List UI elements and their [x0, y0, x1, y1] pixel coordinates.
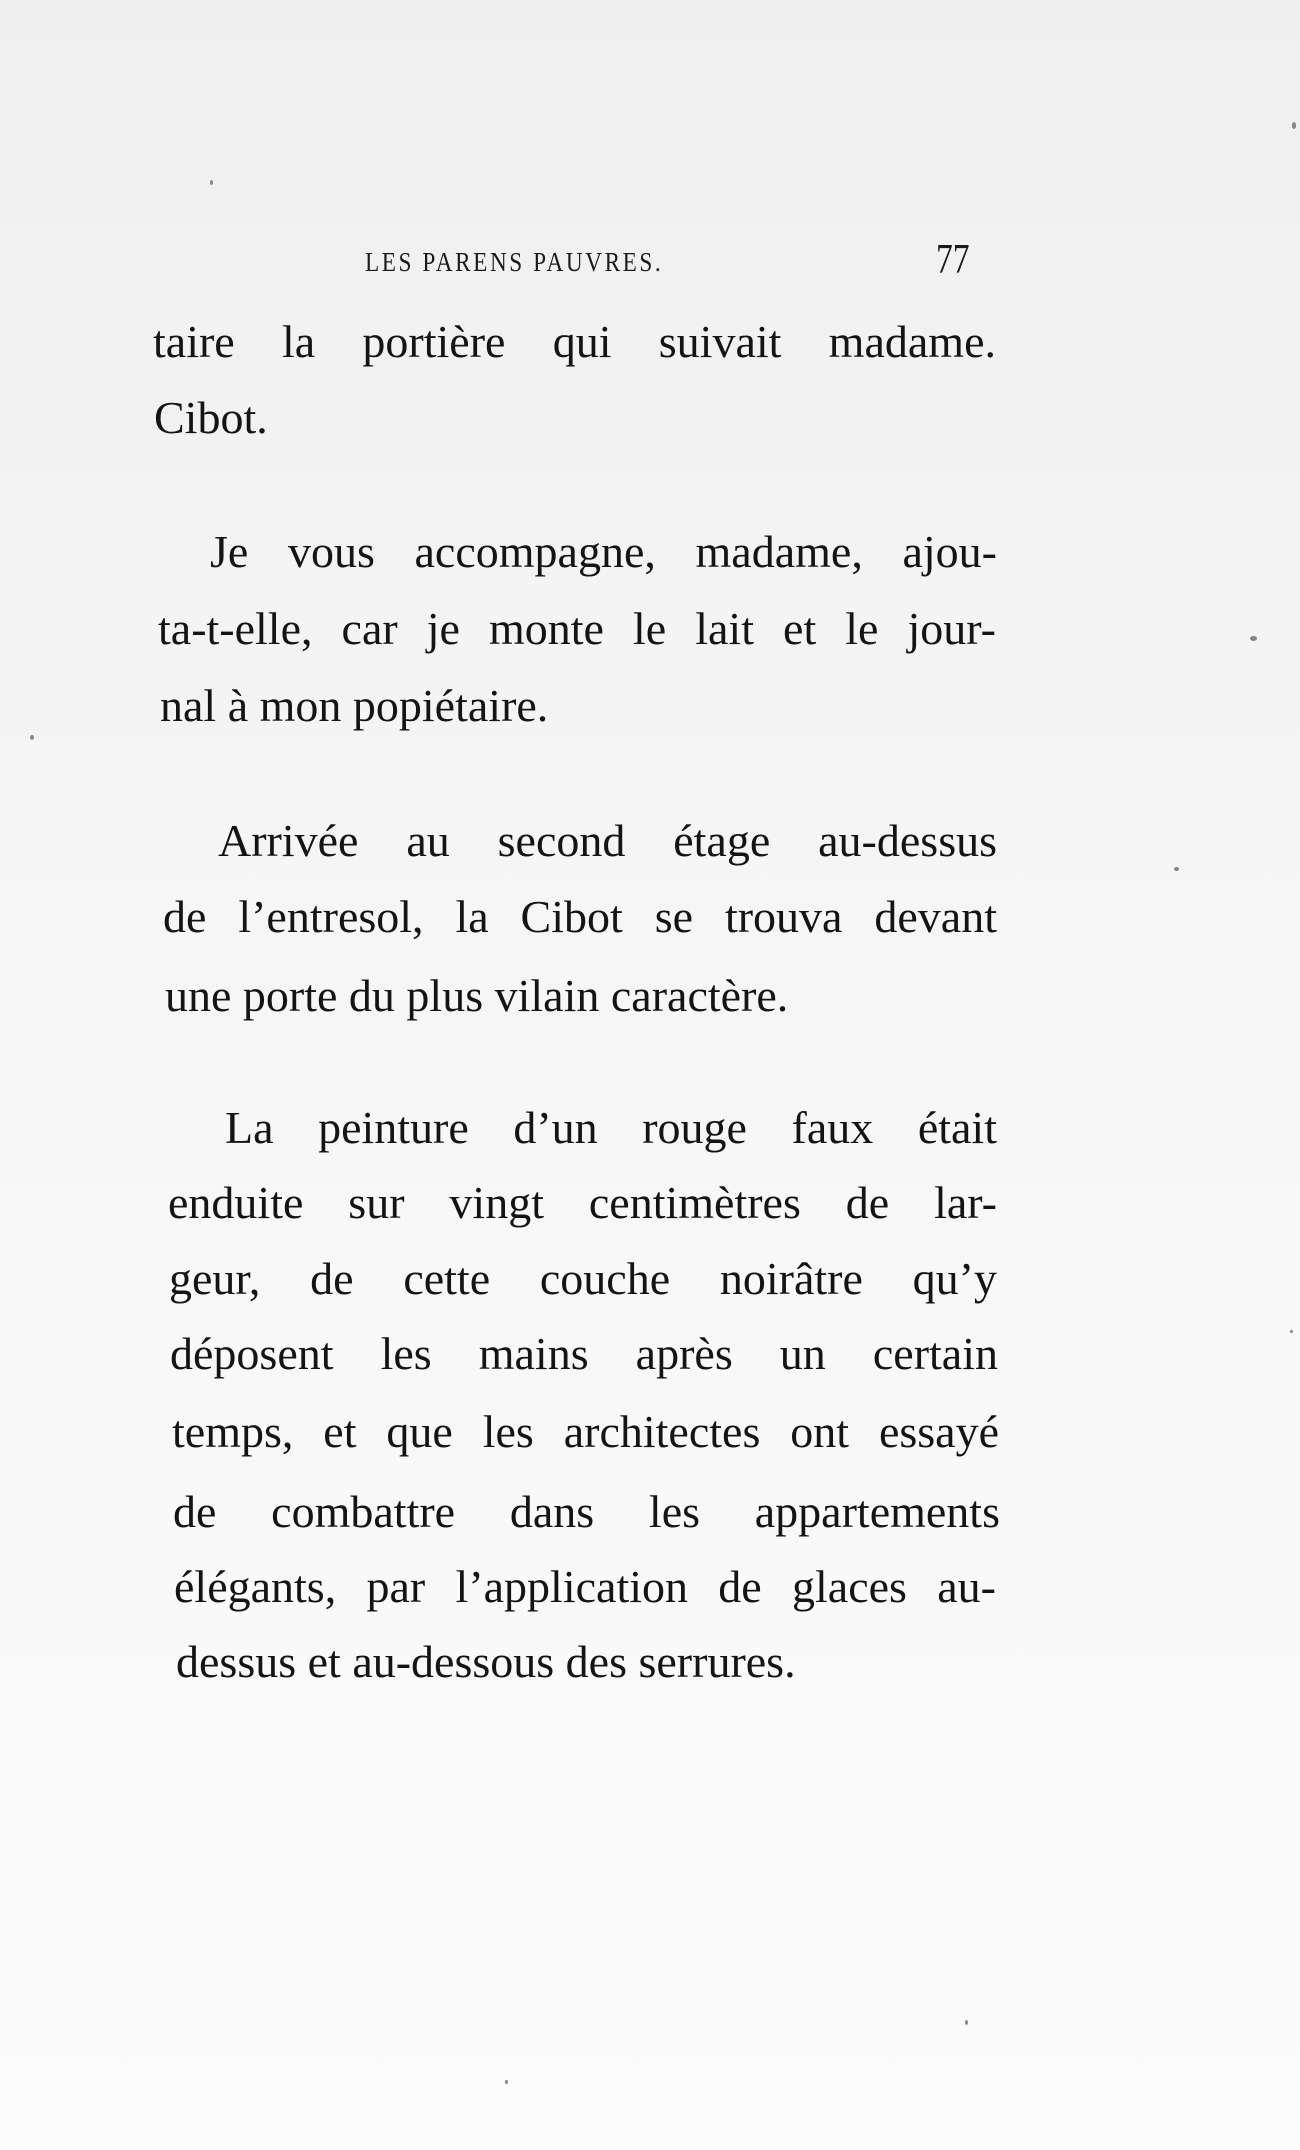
text-line: enduite sur vingt centimètres de lar- [168, 1177, 997, 1228]
paper-speck [1290, 1330, 1293, 1333]
text-line: nal à mon popiétaire. [160, 680, 549, 731]
paper-speck [1174, 867, 1179, 871]
paper-speck [1250, 636, 1257, 641]
running-head-title: LES PARENS PAUVRES. [365, 247, 664, 277]
text-line: de combattre dans les appartements [173, 1486, 1000, 1537]
page-number: 77 [936, 237, 970, 283]
text-line: temps, et que les architectes ont essayé [172, 1406, 999, 1457]
paragraph-first-line: La peinture d’un rouge faux était [225, 1102, 997, 1153]
paper-speck [30, 735, 34, 740]
text-line: déposent les mains après un certain [170, 1328, 998, 1379]
paragraph-first-line: Arrivée au second étage au-dessus [218, 815, 997, 866]
text-line: ta-t-elle, car je monte le lait et le jour- [158, 603, 996, 654]
text-line: dessus et au-dessous des serrures. [176, 1636, 796, 1687]
paper-speck [210, 180, 213, 185]
text-line: Cibot. [154, 392, 268, 443]
text-line: une porte du plus vilain caractère. [165, 970, 789, 1021]
paper-speck [965, 2020, 968, 2025]
paper-speck [505, 2080, 508, 2084]
paper-speck [1292, 122, 1296, 129]
text-line: de l’entresol, la Cibot se trouva devant [163, 891, 997, 942]
text-line: geur, de cette couche noirâtre qu’y [169, 1253, 997, 1304]
paragraph-first-line: Je vous accompagne, madame, ajou- [210, 526, 997, 577]
text-line: élégants, par l’application de glaces au- [174, 1561, 996, 1612]
text-line: taire la portière qui suivait madame. [153, 316, 996, 367]
